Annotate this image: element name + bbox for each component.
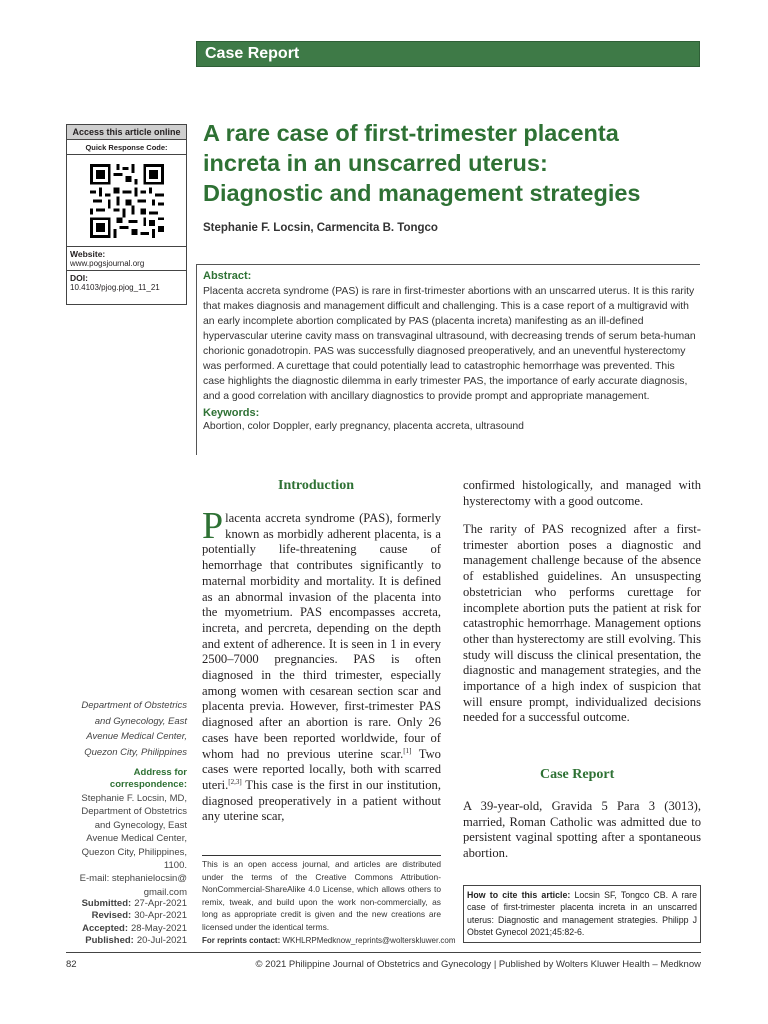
case-report-text: A 39-year-old, Gravida 5 Para 3 (3013), married, Roman Catholic was admitted due to persistent vaginal spotting after a spontaneous abortion. [463,799,701,861]
citation-ref[interactable]: [1] [403,746,412,755]
keywords-heading: Keywords: [203,407,260,419]
intro-text-a: lacenta accreta syndrome (PAS), formerly known as morbidly adherent placenta, is a potentially life-threatening cause of hemorrhage that contributes significantly to maternal morbidity and mortality. It is defined as an abnormal invasion of the placenta into the myometrium. PAS encompasses accreta, increta, and percreta, depending on the depth and extent of adherence. It is seen in 1 in every 2500–7000 pregnancies. PAS is often diagnosed in the third trimester, especially among women with cesarean section scar and placenta previa. However, first-trimester PAS diagnosed after an abortion is rare. Only 26 cases have been reported worldwide, four of whom had no previous uterine scar. [202,511,441,761]
introduction-text [202,505,441,825]
reprints-note [202,936,456,945]
qr-label: Quick Response Code: [67,140,186,155]
citation-label: How to cite this article: [467,890,571,900]
reprints-label: For reprints contact: [202,936,281,945]
date-label: Revised: [91,910,132,922]
article-title [203,118,703,208]
affiliation: Department of Obstetrics and Gynecology, East Avenue Medical Center, Quezon City, Philippines [81,700,187,758]
website-link[interactable]: www.pogsjournal.org [70,259,145,268]
history-dates [66,898,187,948]
section-label: Case Report [205,45,300,62]
doi-section [67,271,186,294]
license-note: This is an open access journal, and articles are distributed under the terms of the Creative Commons Attribution-NonCommercial-ShareAlike 4.0 License, which allows others to remix, tweak, and build upon the work non-commercially, as long as appropriate credit is given and the new creations are licensed under the identical terms. [202,855,441,933]
access-article-box [66,124,187,305]
abstract-text: Placenta accreta syndrome (PAS) is rare in first-trimester abortions with an unscarred uterus. It is this rarity that makes diagnosis and management difficult and challenging. This is a case report of a multigravid with an early incomplete abortion complicated by PAS (placenta increta) manifesting as an ill-defined hypervascular uterine cavity mass on transvaginal ultrasound, with decreasing trends of serum beta-human chorionic gonadotropin. PAS was successfully diagnosed preoperatively, and an uneventful hysterectomy was performed. A curettage that could potentially lead to catastrophic hemorrhage was prevented. This case highlights the diagnostic dilemma in early trimester PAS, the importance of early accurate diagnosis, and a good correlation with ancillary diagnostics to provide prompt and appropriate management. [203,286,696,402]
date-label: Published: [85,935,134,947]
correspondence-address [66,792,187,899]
access-heading: Access this article online [67,125,186,140]
qr-code-icon[interactable] [90,164,164,238]
col2-paragraph-1: confirmed histologically, and managed with hysterectomy with a good outcome. [463,478,701,508]
case-report-heading: Case Report [540,767,615,782]
date-value: 20-Jul-2021 [136,935,187,947]
title-line: Diagnostic and management strategies [203,180,641,206]
citation-ref[interactable]: [2,3] [228,777,242,786]
title-line: increta in an unscarred uterus: [203,150,548,176]
author-list: Stephanie F. Locsin, Carmencita B. Tongco [203,222,438,234]
date-row [66,923,187,935]
date-value: 27-Apr-2021 [134,898,187,909]
intro-text-b: Two cases were reported locally, both with scarred uteri. [202,746,441,792]
citation-text: Locsin SF, Tongco CB. A rare case of first-trimester placenta increta in an unscarred uterus: Diagnostic and management strategies. Philipp J Obstet Gynecol 2021;45:82-6. [467,890,697,937]
drop-cap: P [202,505,224,547]
date-value: 30-Apr-2021 [134,910,187,922]
page-number: 82 [66,959,77,970]
address-text: Stephanie F. Locsin, MD, Department of Obstetrics and Gynecology, East Avenue Medical Center, Quezon City, Philippines, 1100. [81,793,187,872]
qr-code-area [67,155,186,247]
doi-link[interactable]: 10.4103/pjog.pjog_11_21 [70,283,160,292]
footer-divider [66,952,701,953]
date-label: Accepted: [82,922,129,934]
section-band [196,41,700,67]
abstract-heading: Abstract: [203,270,252,282]
website-label: Website: [70,249,106,259]
date-row [66,935,187,947]
col2-paragraph-2: The rarity of PAS recognized after a first-trimester abortion poses a diagnostic and management challenge because of the absence of established guidelines. An unsuspecting obstetrician who performs curettage for incomplete abortion puts the patient at risk for catastrophic hemorrhage. Management options other than hysterectomy are still evolving. This study will discuss the clinical presentation, the diagnostic and management strategies, and the importance of a high index of suspicion that will ensure prompt, individualized decisions needed for a successful outcome. [463,522,701,725]
introduction-heading: Introduction [278,478,354,493]
date-row [66,910,187,922]
email-link[interactable]: E-mail: stephanielocsin@ gmail.com [79,873,187,898]
address-heading: Address for correspondence: [109,767,187,790]
date-row [66,898,187,910]
reprints-email[interactable]: WKHLRPMedknow_reprints@wolterskluwer.com [282,936,456,945]
keywords-text: Abortion, color Doppler, early pregnancy, placenta accreta, ultrasound [203,421,524,432]
website-section [67,247,186,271]
intro-text-c: This case is the first in our institution, diagnosed preoperatively in a patient without any uterine scar, [202,777,441,824]
date-value: 28-May-2021 [131,922,187,934]
date-label: Submitted: [81,898,132,909]
citation-box [463,885,701,943]
abstract-box [196,264,700,455]
title-line: A rare case of first-trimester placenta [203,120,619,146]
copyright-text: © 2021 Philippine Journal of Obstetrics and Gynecology | Published by Wolters Kluwer Health – Medknow [255,959,701,970]
doi-label: DOI: [70,273,88,283]
